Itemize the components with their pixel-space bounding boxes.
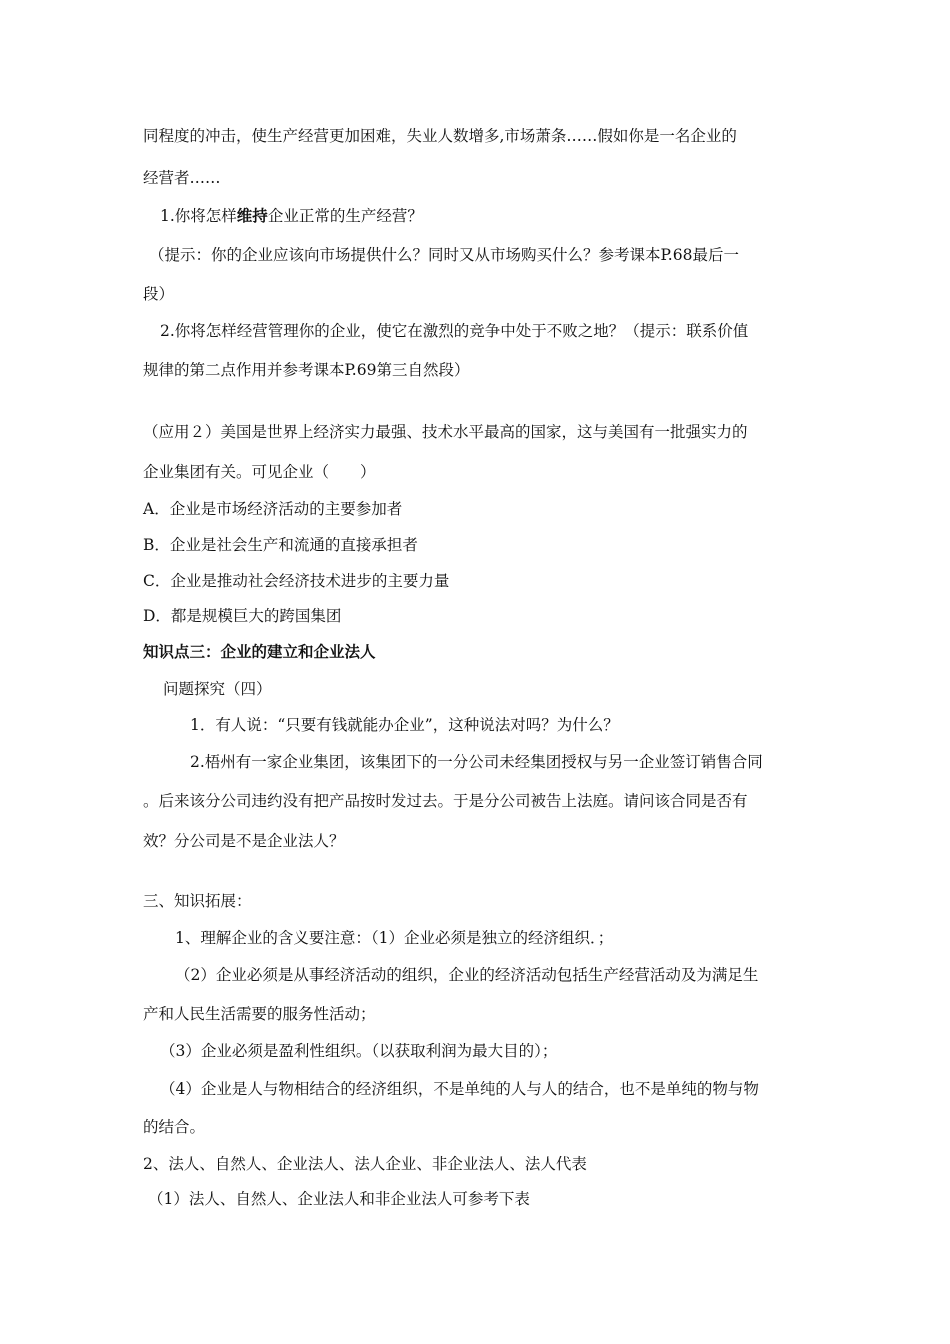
hint-line: 段） xyxy=(143,285,175,303)
section-heading: 知识点三：企业的建立和企业法人 xyxy=(143,642,376,661)
application-line: （应用２）美国是世界上经济实力最强、技术水平最高的国家，这与美国有一批强实力的 xyxy=(143,423,748,441)
question-line: 规律的第二点作用并参考课本P.69第三自然段） xyxy=(143,361,470,379)
application-line: 企业集团有关。可见企业（ ） xyxy=(143,463,376,481)
question-line: 效？分公司是不是企业法人？ xyxy=(143,832,345,850)
paragraph-line: 的结合。 xyxy=(143,1118,206,1136)
option-d: D．都是规模巨大的跨国集团 xyxy=(143,607,342,625)
paragraph-line: （3）企业必须是盈利性组织。（以获取利润为最大目的）； xyxy=(160,1042,558,1060)
paragraph-line: 同程度的冲击，使生产经营更加困难，失业人数增多,市场萧条……假如你是一名企业的 xyxy=(143,127,737,145)
option-a: A．企业是市场经济活动的主要参加者 xyxy=(143,500,403,518)
option-b: B．企业是社会生产和流通的直接承担者 xyxy=(143,536,418,554)
paragraph-line: 1、理解企业的含义要注意：（1）企业必须是独立的经济组织．； xyxy=(175,929,614,947)
paragraph-line: （4）企业是人与物相结合的经济组织，不是单纯的人与人的结合，也不是单纯的物与物 xyxy=(160,1080,759,1098)
question-line: 2.你将怎样经营管理你的企业，使它在激烈的竞争中处于不败之地？（提示：联系价值 xyxy=(160,322,749,340)
paragraph-line: （1）法人、自然人、企业法人和非企业法人可参考下表 xyxy=(148,1190,530,1208)
hint-line: （提示：你的企业应该向市场提供什么？同时又从市场购买什么？参考课本P.68最后一 xyxy=(149,246,739,264)
option-c: C．企业是推动社会经济技术进步的主要力量 xyxy=(143,572,450,590)
section-heading: 三、知识拓展： xyxy=(143,892,252,910)
bold-keyword: 维持 xyxy=(236,206,268,225)
question-text: 企业正常的生产经营？ xyxy=(267,207,423,225)
paragraph-line: 经营者…… xyxy=(143,169,221,187)
question-line: 1．有人说：“只要有钱就能办企业”，这种说法对吗？为什么？ xyxy=(190,716,619,734)
paragraph-line: （2）企业必须是从事经济活动的组织，企业的经济活动包括生产经营活动及为满足生 xyxy=(175,966,759,984)
subheading: 问题探究（四） xyxy=(163,680,272,698)
question-text: 1.你将怎样 xyxy=(160,207,237,225)
paragraph-line: 2、法人、自然人、企业法人、法人企业、非企业法人、法人代表 xyxy=(143,1155,587,1173)
question-line: 。后来该分公司违约没有把产品按时发过去。于是分公司被告上法庭。请问该合同是否有 xyxy=(143,792,748,810)
question-line: 2.梧州有一家企业集团，该集团下的一分公司未经集团授权与另一企业签订销售合同 xyxy=(190,753,763,771)
paragraph-line: 产和人民生活需要的服务性活动； xyxy=(143,1005,376,1023)
question-line xyxy=(160,206,423,226)
